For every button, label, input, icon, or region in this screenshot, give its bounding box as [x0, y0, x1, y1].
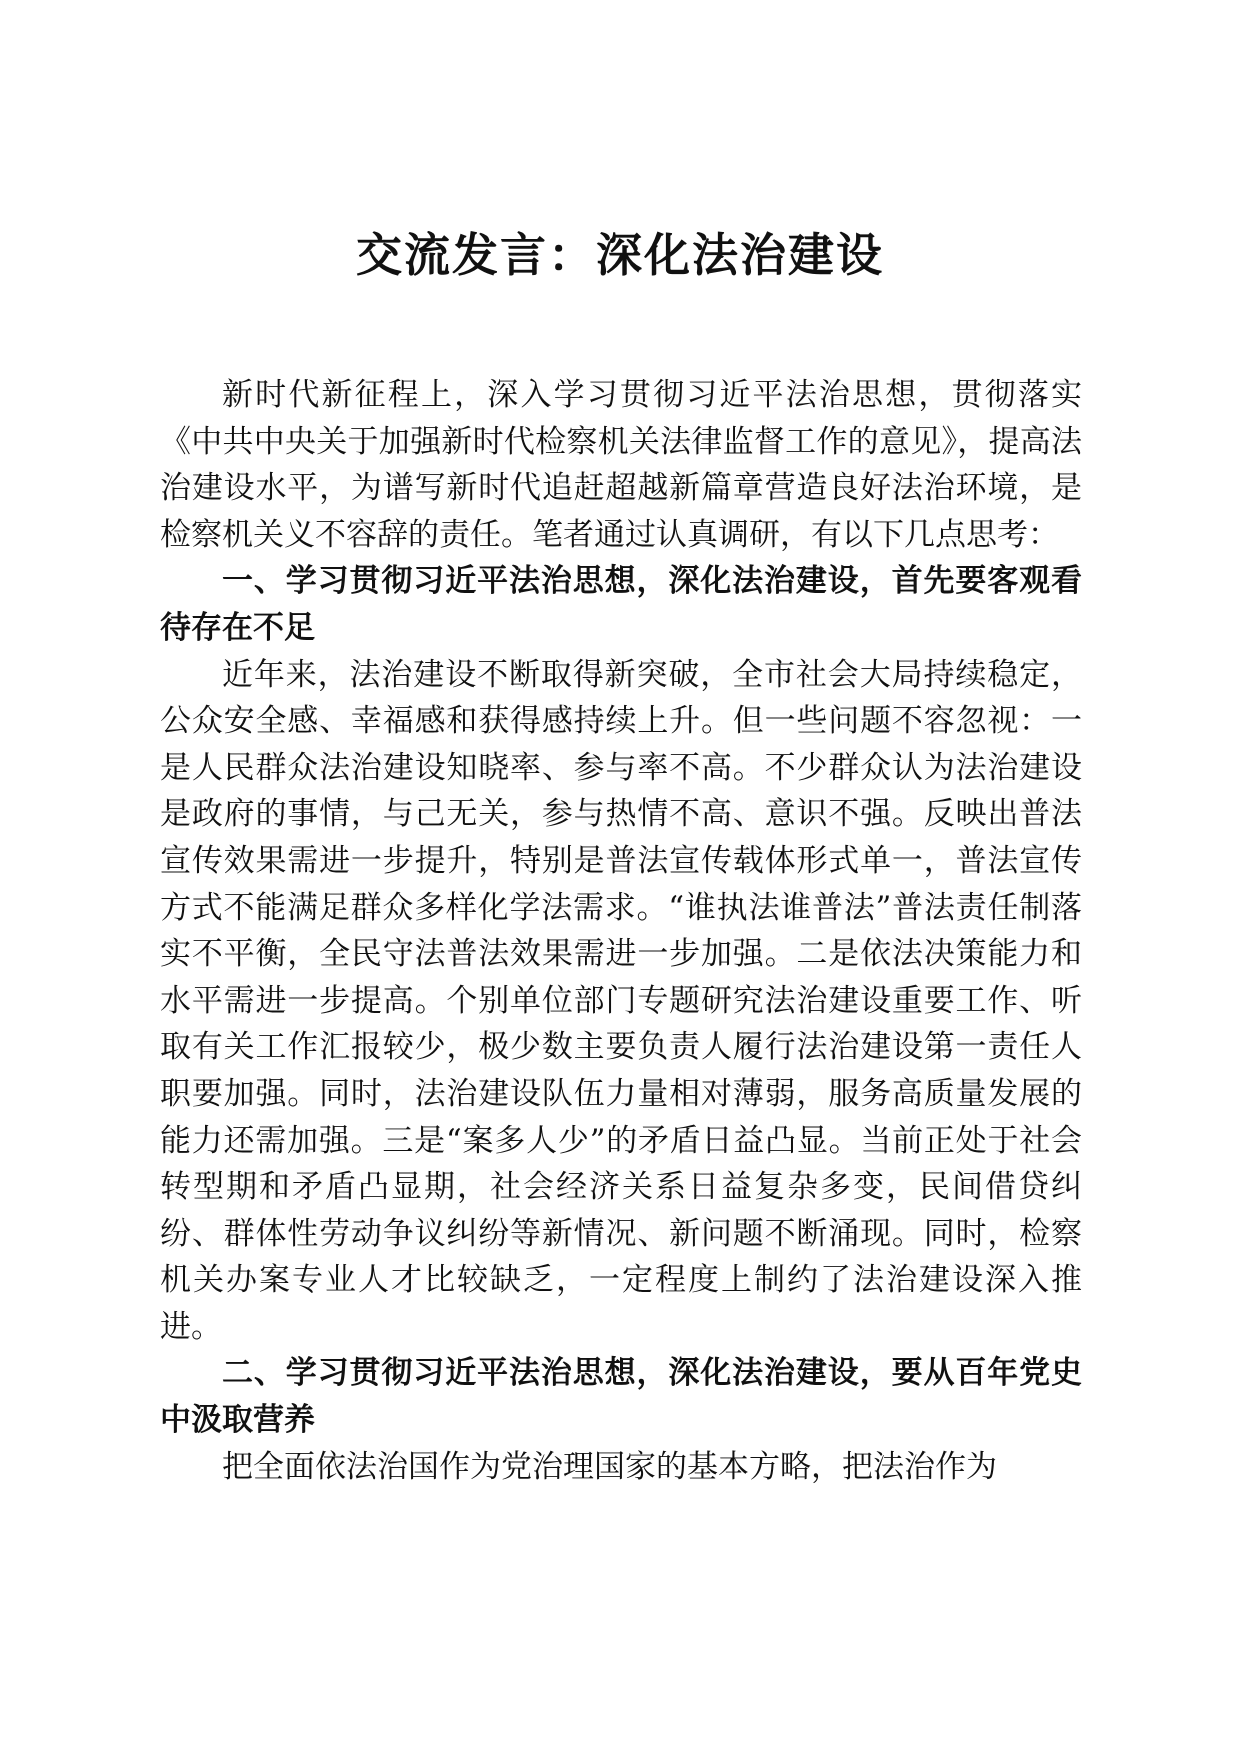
document-title: 交流发言：深化法治建设: [356, 228, 884, 282]
document-body: [160, 372, 1082, 1490]
section-heading-2: 二、学习贯彻习近平法治思想，深化法治建设，要从百年党史中汲取营养: [160, 1355, 1082, 1439]
section-heading-1: 一、学习贯彻习近平法治思想，深化法治建设，首先要客观看待存在不足: [160, 563, 1082, 646]
section-1-paragraph: 近年来，法治建设不断取得新突破，全市社会大局持续稳定，公众安全感、幸福感和获得感持续上升。但一些问题不容忽视：一是人民群众法治建设知晓率、参与率不高。不少群众认为法治建设是政府的事情，与己无关，参与热情不高、意识不强。反映出普法宣传效果需进一步提升，特别是普法宣传载体形式单一，普法宣传方式不能满足群众多样化学法需求。“谁执法谁普法”普法责任制落实不平衡，全民守法普法效果需进一步加强。二是依法决策能力和水平需进一步提高。个别单位部门专题研究法治建设重要工作、听取有关工作汇报较少，极少数主要负责人履行法治建设第一责任人职要加强。同时，法治建设队伍力量相对薄弱，服务高质量发展的能力还需加强。三是“案多人少”的矛盾日益凸显。当前正处于社会转型期和矛盾凸显期，社会经济关系日益复杂多变，民间借贷纠纷、群体性劳动争议纠纷等新情况、新问题不断涌现。同时，检察机关办案专业人才比较缺乏，一定程度上制约了法治建设深入推进。: [160, 656, 1082, 1345]
intro-paragraph: 新时代新征程上，深入学习贯彻习近平法治思想，贯彻落实《中共中央关于加强新时代检察机关法律监督工作的意见》，提高法治建设水平，为谱写新时代追赶超越新篇章营造良好法治环境，是检察机关义不容辞的责任。笔者通过认真调研，有以下几点思考：: [160, 377, 1082, 553]
section-2-paragraph: 把全面依法治国作为党治理国家的基本方略，把法治作为: [222, 1448, 997, 1485]
